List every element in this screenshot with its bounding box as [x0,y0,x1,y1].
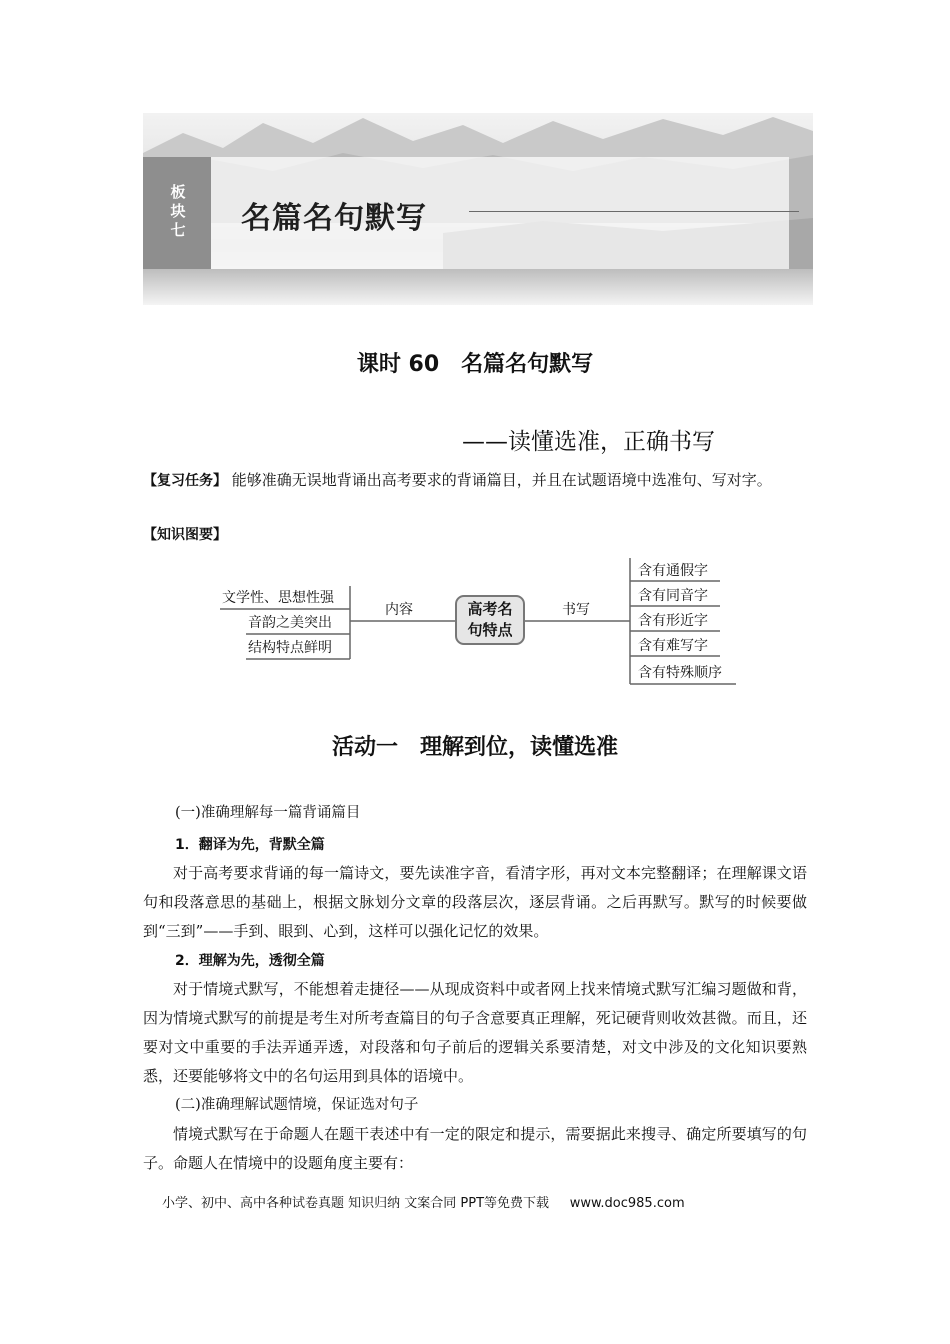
section-banner [143,113,813,305]
footer [162,1192,685,1211]
mind-map-center-line: 句特点 [467,621,513,639]
part2-heading: (二)准确理解试题情境，保证选对句子 [175,1097,419,1113]
mind-map-right-item: 含有特殊顺序 [638,665,722,681]
review-task [143,466,807,495]
mind-map-right-connector: 书写 [562,602,590,618]
point1-heading: 1．翻译为先，背默全篇 [175,837,325,853]
mind-map-left-item: 音韵之美突出 [248,615,332,631]
part1-heading: (一)准确理解每一篇背诵篇目 [175,805,361,821]
part2-paragraph: 情境式默写在于命题人在题干表述中有一定的限定和提示，需要据此来搜寻、确定所要填写的句子。命题人在情境中的设题角度主要有： [143,1125,807,1172]
banner-bottom-strip [143,269,813,305]
knowledge-mind-map [218,553,744,687]
mind-map-center-node [455,595,525,645]
mind-map-right-item: 含有同音字 [638,588,708,604]
point2-paragraph: 对于情境式默写，不能想着走捷径——从现成资料中或者网上找来情境式默写汇编习题做和背，因为情境式默写的前提是考生对所考查篇目的句子含意要真正理解，死记硬背则收效甚微。而且，还要对文中重要的手法弄通弄透，对段落和句子前后的逻辑关系要清楚，对文中涉及的文化知识要熟悉，还要能够将文中的名句运用到具体的语境中。 [143,980,807,1085]
mind-map-left-connector: 内容 [385,602,413,618]
section-tag-char: 板 [170,183,186,201]
review-task-label: 【复习任务】 [143,473,227,489]
footer-text: 小学、初中、高中各种试卷真题 知识归纳 文案合同 PPT等免费下载 [162,1196,550,1211]
section-tag-char: 七 [170,221,186,239]
point1-paragraph: 对于高考要求背诵的每一篇诗文，要先读准字音，看清字形，再对文本完整翻译；在理解课文语句和段落意思的基础上，根据文脉划分文章的段落层次，逐层背诵。之后再默写。默写的时候要做到“三到”——手到、眼到、心到，这样可以强化记忆的效果。 [143,864,807,940]
activity-title: 活动一 理解到位，读懂选准 [331,735,618,760]
mind-map-right-item: 含有通假字 [638,563,708,579]
mind-map-right-item: 含有难写字 [638,638,708,654]
footer-url[interactable]: www.doc985.com [569,1196,685,1211]
review-task-text: 能够准确无误地背诵出高考要求的背诵篇目，并且在试题语境中选准句、写对字。 [231,471,772,489]
banner-divider [469,211,799,212]
mind-map-left-item: 结构特点鲜明 [248,640,332,656]
section-tag [167,183,189,240]
banner-title: 名篇名句默写 [241,201,427,236]
lesson-subtitle: ——读懂选准，正确书写 [462,429,715,455]
mind-map-right-item: 含有形近字 [638,613,708,629]
section-tag-char: 块 [170,202,186,220]
mind-map-left-item: 文学性、思想性强 [222,590,334,606]
knowledge-map-label: 【知识图要】 [143,527,227,543]
mind-map-center-line: 高考名 [467,600,513,618]
point2-heading: 2．理解为先，透彻全篇 [175,953,325,969]
lesson-title: 课时 60 名篇名句默写 [356,352,594,377]
